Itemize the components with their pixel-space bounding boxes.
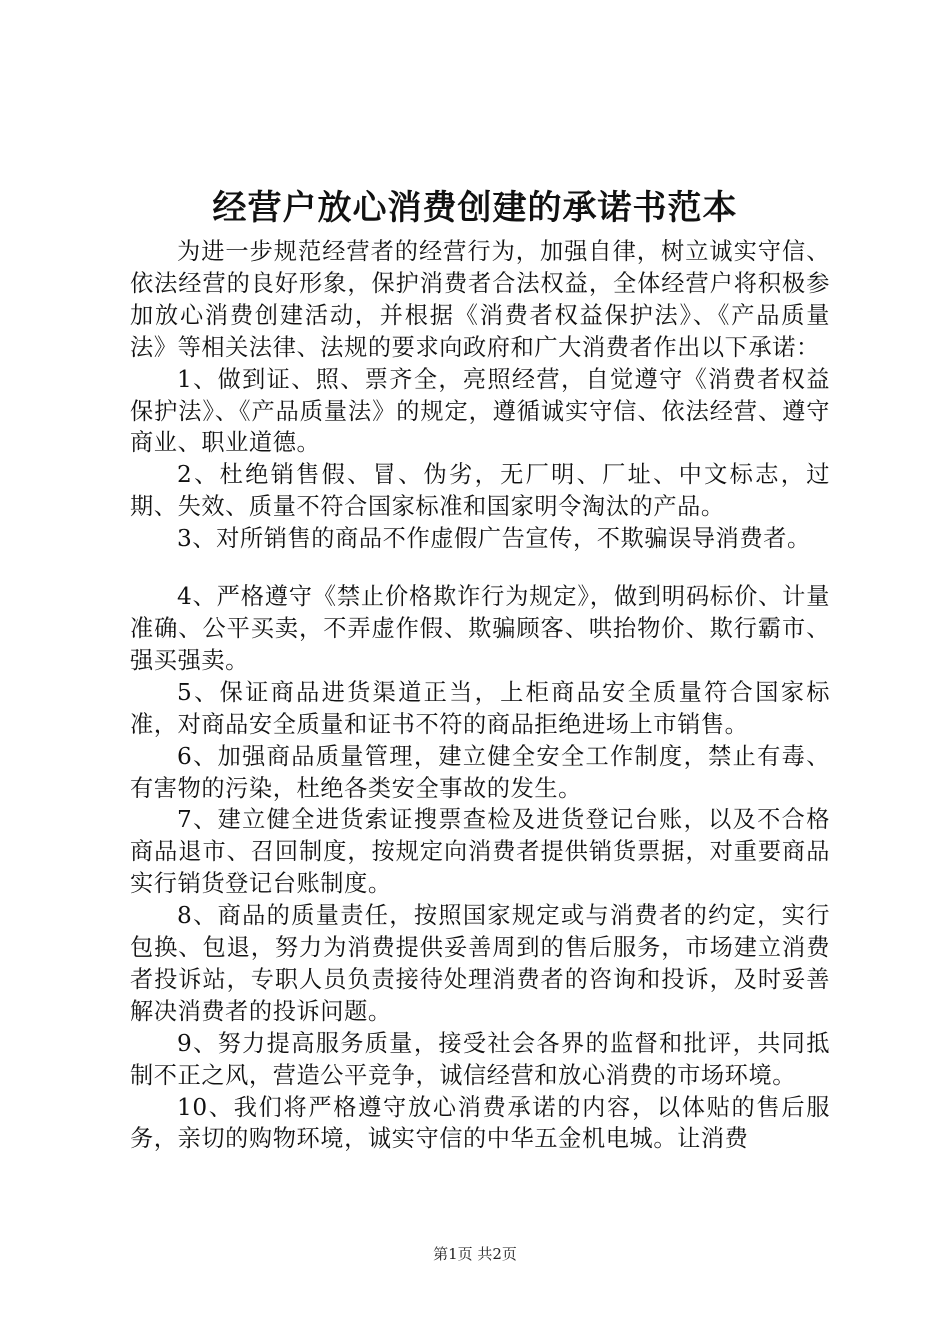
commitment-item-9: 9、努力提高服务质量，接受社会各界的监督和批评，共同抵制不正之风，营造公平竞争，诚信经营和放心消费的市场环境。 bbox=[130, 1029, 830, 1089]
commitment-item-10: 10、我们将严格遵守放心消费承诺的内容，以体贴的售后服务，亲切的购物环境，诚实守信的中华五金机电城。让消费 bbox=[130, 1093, 830, 1153]
commitment-item-3: 3、对所销售的商品不作虚假广告宣传，不欺骗误导消费者。 bbox=[177, 525, 811, 553]
commitment-item-4: 4、严格遵守《禁止价格欺诈行为规定》，做到明码标价、计量准确、公平买卖，不弄虚作假、欺骗顾客、哄抬物价、欺行霸市、强买强卖。 bbox=[130, 583, 830, 674]
commitment-item-6: 6、加强商品质量管理，建立健全安全工作制度，禁止有毒、有害物的污染，杜绝各类安全事故的发生。 bbox=[130, 742, 830, 802]
document-title: 经营户放心消费创建的承诺书范本 bbox=[212, 188, 738, 228]
commitment-item-7: 7、建立健全进货索证搜票查检及进货登记台账，以及不合格商品退市、召回制度，按规定向消费者提供销货票据，对重要商品实行销货登记台账制度。 bbox=[130, 806, 830, 898]
intro-paragraph: 为进一步规范经营者的经营行为，加强自律，树立诚实守信、依法经营的良好形象，保护消费者合法权益，全体经营户将积极参加放心消费创建活动，并根据《消费者权益保护法》、《产品质量法》等相关法律、法规的要求向政府和广大消费者作出以下承诺： bbox=[130, 238, 830, 361]
commitment-item-2: 2、杜绝销售假、冒、伪劣，无厂明、厂址、中文标志，过期、失效、质量不符合国家标准和国家明令淘汰的产品。 bbox=[130, 461, 830, 521]
document-body bbox=[130, 236, 830, 1155]
page-number-footer: 第1页 共2页 bbox=[433, 1245, 517, 1263]
commitment-item-8: 8、商品的质量责任，按照国家规定或与消费者的约定，实行包换、包退，努力为消费提供妥善周到的售后服务，市场建立消费者投诉站，专职人员负责接待处理消费者的咨询和投诉，及时妥善解决消费者的投诉问题。 bbox=[130, 902, 830, 1025]
commitment-item-1: 1、做到证、照、票齐全，亮照经营，自觉遵守《消费者权益保护法》、《产品质量法》的规定，遵循诚实守信、依法经营、遵守商业、职业道德。 bbox=[130, 365, 830, 457]
commitment-item-5: 5、保证商品进货渠道正当，上柜商品安全质量符合国家标准，对商品安全质量和证书不符的商品拒绝进场上市销售。 bbox=[130, 678, 830, 738]
